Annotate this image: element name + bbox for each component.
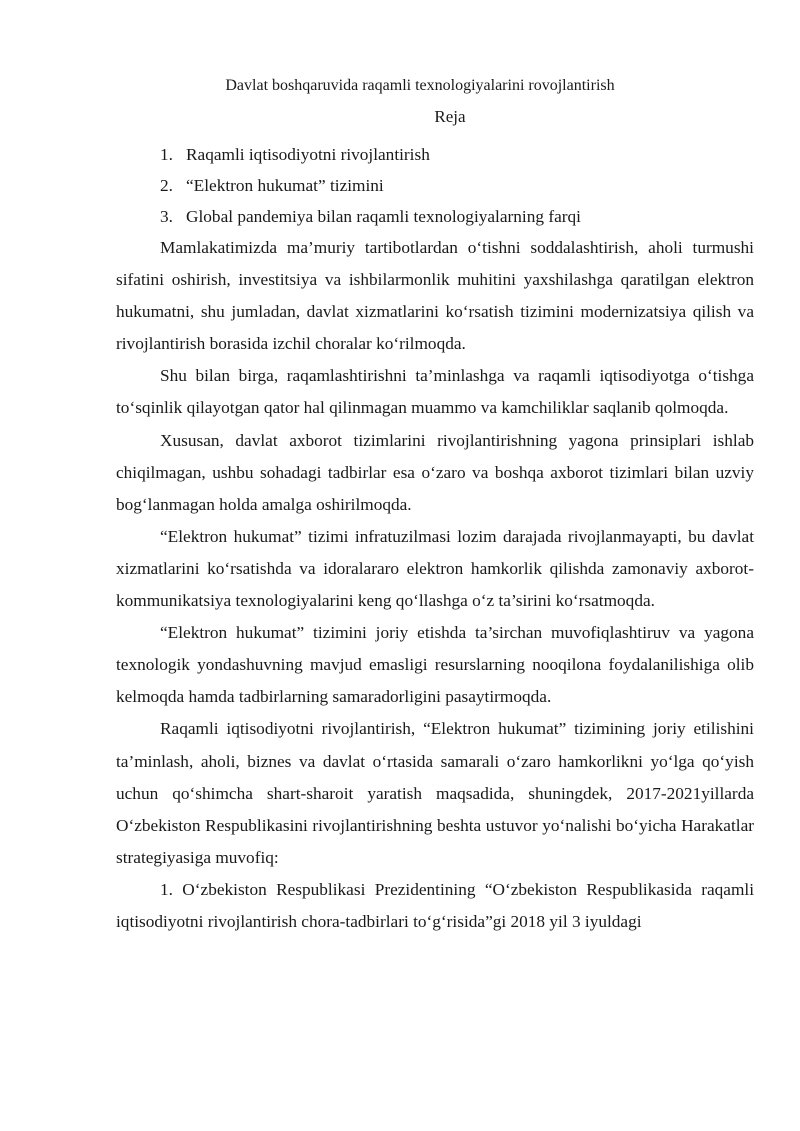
- plan-item-number: 2.: [160, 176, 173, 195]
- body-paragraph: Shu bilan birga, raqamlashtirishni ta’minlashga va raqamli iqtisodiyotga o‘tishga to‘sqinlik qilayotgan qator hal qilinmagan muammo va kamchiliklar saqlanib qolmoqda.: [116, 366, 754, 418]
- body-paragraph: Xususan, davlat axborot tizimlarini rivojlantirishning yagona prinsiplari ishlab chiqilmagan, ushbu sohadagi tadbirlar esa o‘zaro va boshqa axborot tizimlari bilan uzviy bog‘lanmagan holda amalga oshirilmoqda.: [116, 430, 754, 514]
- body-paragraph: 1. O‘zbekiston Respublikasi Prezidentining “O‘zbekiston Respublikasida raqamli iqtisodiyotni rivojlantirish chora-tadbirlari to‘g‘risida”gi 2018 yil 3 iyuldagi: [116, 879, 754, 931]
- plan-item-text: “Elektron hukumat” tizimini: [186, 176, 384, 195]
- plan-item-number: 1.: [160, 145, 173, 164]
- body-paragraph: “Elektron hukumat” tizimi infratuzilmasi lozim darajada rivojlanmayapti, bu davlat xizmatlarini ko‘rsatishda va idoralararo elektron hamkorlik qilishda zamonaviy axborot-kommunikatsiya texnologiyalarini keng qo‘llashga o‘z ta’sirini ko‘rsatmoqda.: [116, 526, 754, 611]
- document-body: [116, 232, 754, 938]
- body-paragraph: Raqamli iqtisodiyotni rivojlantirish, “Elektron hukumat” tizimining joriy etilishini ta’minlash, aholi, biznes va davlat o‘rtasida samarali o‘zaro hamkorlikni yo‘lga qo‘yish uchun qo‘shimcha shart-sharoit yaratish maqsadida, shuningdek, 2017-2021yillarda O‘zbekiston Respublikasini rivojlantirishning beshta ustuvor yo‘nalishi bo‘yicha Harakatlar strategiyasiga muvofiq:: [116, 719, 754, 867]
- plan-item: [160, 201, 581, 232]
- plan-item: [160, 139, 581, 170]
- plan-item-text: Global pandemiya bilan raqamli texnologiyalarning farqi: [186, 207, 581, 226]
- plan-heading: Reja: [434, 107, 466, 126]
- document-title: Davlat boshqaruvida raqamli texnologiyalarini rovojlantirish: [225, 77, 615, 94]
- plan-list: [160, 139, 581, 232]
- plan-item-number: 3.: [160, 207, 173, 226]
- body-paragraph: Mamlakatimizda ma’muriy tartibotlardan o‘tishni soddalashtirish, aholi turmushi sifatini oshirish, investitsiya va ishbilarmonlik muhitini yaxshilashga qaratilgan elektron hukumatni, shu jumladan, davlat xizmatlarini ko‘rsatish tizimini modernizatsiya qilish va rivojlantirish borasida izchil choralar ko‘rilmoqda.: [116, 238, 754, 354]
- plan-item: [160, 170, 581, 201]
- body-paragraph: “Elektron hukumat” tizimini joriy etishda ta’sirchan muvofiqlashtiruv va yagona texnologik yondashuvning mavjud emasligi resurslarning nooqilona foydalanilishiga olib kelmoqda hamda tadbirlarning samaradorligini pasaytirmoqda.: [116, 623, 754, 707]
- plan-item-text: Raqamli iqtisodiyotni rivojlantirish: [186, 145, 430, 164]
